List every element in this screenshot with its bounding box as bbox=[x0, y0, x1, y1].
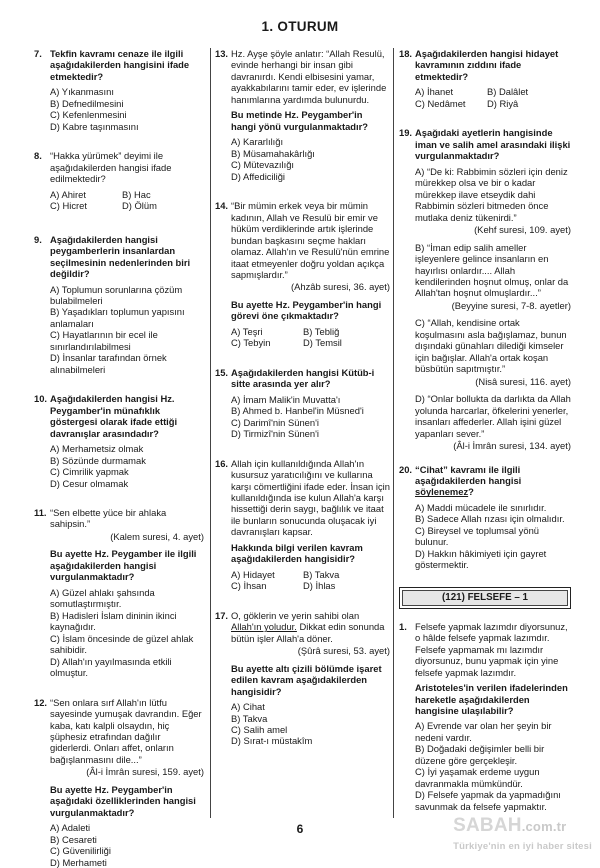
answer-option: B) Müsamahakârlığı bbox=[231, 147, 315, 159]
answer-option: C) Bireysel ve toplumsal yönü bulunur. bbox=[415, 524, 540, 548]
answer-option: A) Evrende var olan her şeyin bir nedeni vardır. bbox=[415, 720, 552, 743]
page-title: 1. OTURUM bbox=[261, 19, 339, 34]
answer-option: D) İhlas bbox=[303, 580, 336, 592]
question-number: 7. bbox=[34, 48, 42, 59]
watermark-suffix: .com.tr bbox=[521, 818, 567, 834]
answer-option bbox=[415, 393, 571, 451]
options-list bbox=[231, 701, 390, 747]
question-stem bbox=[231, 610, 390, 644]
question-number: 17. bbox=[215, 609, 229, 621]
question-item bbox=[34, 697, 204, 868]
question-stem: Aşağıdakilerden hangisi Hz. Peygamber'in münafıklık göstergesi olarak ifade ettiği davranışlar arasındadır? bbox=[50, 393, 178, 439]
answer-option: A) Ahiret bbox=[50, 188, 86, 200]
question-number: 10. bbox=[34, 393, 48, 405]
options-list bbox=[50, 587, 204, 679]
options-grid bbox=[231, 326, 390, 349]
question-stem-underlined: Allah'ın yoludur. bbox=[231, 621, 297, 633]
answer-option: B) Cesareti bbox=[50, 833, 97, 845]
answer-option: D) Affediciliği bbox=[231, 170, 286, 182]
answer-option: B) Defnedilmesini bbox=[50, 97, 124, 109]
question-stem: Allah için kullanıldığında Allah'ın kusursuz yaratıcılığını ve kullarına karşı cömertliğini ifade eder. İnsan için kullanıldığında ise kulun Allah'a karşı hissettiği derin saygı, bağlılık ve itaat ile bunların sonucunda oluşacak iyi davranışları kapsar. bbox=[231, 457, 390, 538]
right-column bbox=[399, 48, 571, 822]
answer-option: B) Tebliğ bbox=[303, 325, 340, 337]
question-stem-part: Dikkat edin sonunda bütün işler Allah'a döner. bbox=[231, 621, 385, 644]
question-number: 14. bbox=[215, 200, 229, 212]
answer-option-text: D) “Onlar bollukta da darlıkta da Allah yolunda harcarlar, öfkelerini yenerler, insanları affederler. Allah işini güzel yapanları sever.” bbox=[415, 393, 571, 439]
answer-option: A) İhanet bbox=[415, 86, 454, 98]
answer-option: D) Riyâ bbox=[487, 97, 519, 109]
page-number: 6 bbox=[296, 822, 304, 836]
answer-option: D) İnsanlar tarafından örnek alınabilmeleri bbox=[50, 352, 167, 375]
answer-option: D) Kabre taşınmasını bbox=[50, 120, 139, 132]
options-list bbox=[231, 136, 390, 182]
answer-option: A) Yıkanmasını bbox=[50, 86, 114, 98]
answer-option: D) Temsil bbox=[303, 337, 342, 349]
answer-option: C) İhsan bbox=[231, 580, 267, 592]
verse-source: (Ahzâb suresi, 36. ayet) bbox=[290, 281, 390, 293]
question-stem: Felsefe yapmak lazımdır diyorsunuz, o hâlde felsefe yapmak lazımdır. Felsefe yapmamak mı lazımdır diyorsunuz, bunu yapmak için yine felsefe yapmak lazımdır. bbox=[415, 620, 568, 678]
answer-option: A) Cihat bbox=[231, 701, 265, 713]
answer-option: C) İyi yaşamak erdeme uygun davranmakla mümkündür. bbox=[415, 766, 540, 789]
column-divider bbox=[210, 48, 211, 818]
question-stem: Tekfin kavramı cenaze ile ilgili aşağıdakilerden hangisini ifade etmektedir? bbox=[50, 48, 190, 82]
answer-option: B) Takva bbox=[231, 712, 268, 724]
options-list bbox=[415, 720, 571, 812]
answer-option: C) Darimî'nin Sünen'i bbox=[231, 416, 319, 428]
verse-source: (Kalem suresi, 4. ayet) bbox=[110, 530, 204, 542]
verse-source: (Nisâ suresi, 116. ayet) bbox=[475, 375, 571, 387]
answer-option: C) Hayatlarının bir ecel ile sınırlandırılabilmesi bbox=[50, 329, 158, 352]
question-item bbox=[215, 458, 390, 592]
question-number: 16. bbox=[215, 457, 229, 469]
question-stem: “Hakka yürümek” deyimi ile aşağıdakilerden hangisi ifade edilmektedir? bbox=[50, 150, 172, 185]
question-prompt: Bu ayette altı çizili bölümde işaret edilen kavram aşağıdakilerden hangisidir? bbox=[231, 662, 382, 697]
middle-column bbox=[215, 48, 390, 747]
question-number: 9. bbox=[34, 233, 42, 245]
watermark-brand: SABAH bbox=[453, 814, 522, 836]
question-stem-part: “Cihat” kavramı ile ilgili aşağıdakilerden hangisi bbox=[415, 463, 522, 486]
left-column bbox=[34, 48, 204, 868]
answer-option: B) Takva bbox=[303, 568, 340, 580]
verse-source: (Beyyine suresi, 7-8. ayetler) bbox=[451, 299, 571, 311]
answer-option: D) Allah'ın yayılmasında etkili olmuştur. bbox=[50, 655, 172, 679]
answer-option: C) Tebyin bbox=[231, 337, 271, 349]
answer-option: B) Hac bbox=[122, 188, 151, 200]
options-grid bbox=[231, 569, 390, 592]
answer-option: B) Doğadaki değişimler belli bir düzene göre gerçekleşir. bbox=[415, 743, 545, 766]
question-item bbox=[34, 48, 204, 132]
answer-option: C) Hicret bbox=[50, 200, 87, 212]
answer-option: A) Hidayet bbox=[231, 568, 275, 580]
answer-option-text: B) “İman edip salih ameller işleyenlere gelince insanların en hayırlısı onlardır.... Allah kendilerinden hoşnut olmuş, onlar da Allah'tan hoşnut olmuşlardır...” bbox=[415, 241, 569, 299]
watermark bbox=[453, 814, 592, 853]
question-stem bbox=[415, 464, 571, 498]
question-stem: “Sen onlara sırf Allah'ın lütfu sayesinde yumuşak davrandın. Eğer kaba, katı kalpli olsaydın, hiç şüphesiz etrafından dağılır giderlerdi. Onları affet, onların bağışlanmasını dile...” bbox=[50, 696, 202, 765]
answer-option bbox=[415, 242, 571, 312]
options-list bbox=[415, 166, 571, 452]
answer-option: A) Toplumun sorunlarına çözüm bulabilmeleri bbox=[50, 283, 183, 306]
section-header: (121) FELSEFE – 1 bbox=[399, 587, 571, 609]
verse-source: (Şûrâ suresi, 53. ayet) bbox=[297, 645, 390, 657]
watermark-tagline: Türkiye'nin en iyi haber sitesi bbox=[453, 841, 592, 853]
question-number: 13. bbox=[215, 48, 229, 59]
options-list bbox=[231, 394, 390, 440]
question-prompt: Bu ayette Hz. Peygamber'in aşağıdaki özelliklerinden hangisi vurgulanmaktadır? bbox=[50, 783, 196, 818]
answer-option: C) Cimrilik yapmak bbox=[50, 466, 129, 478]
options-list bbox=[50, 284, 204, 376]
answer-option: A) Güzel ahlakı şahsında somutlaştırmıştır. bbox=[50, 586, 155, 610]
question-stem-underlined: söylenemez bbox=[415, 486, 469, 498]
question-number: 18. bbox=[399, 48, 413, 59]
answer-option: D) Tirmizî'nin Sünen'i bbox=[231, 428, 319, 440]
question-prompt: Bu ayette Hz. Peygamber'in hangi görevi öne çıkmaktadır? bbox=[231, 298, 382, 322]
answer-option: C) İslam öncesinde de güzel ahlak sahibidir. bbox=[50, 632, 194, 656]
verse-source: (Âl-i İmrân suresi, 134. ayet) bbox=[453, 440, 571, 452]
answer-option: C) Mütevazılığı bbox=[231, 159, 295, 171]
answer-option: A) Teşri bbox=[231, 325, 263, 337]
answer-option: C) Kefenlenmesini bbox=[50, 109, 127, 121]
answer-option: C) Güvenilirliği bbox=[50, 845, 111, 857]
question-prompt: Aristoteles'in verilen ifadelerinden hareketle aşağıdakilerden hangisine ulaşılabilir? bbox=[415, 682, 568, 716]
question-number: 15. bbox=[215, 366, 229, 378]
answer-option: D) Felsefe yapmak da yapmadığını savunmak da felsefe yapmaktır. bbox=[415, 789, 561, 812]
options-grid bbox=[415, 86, 571, 109]
question-number: 11. bbox=[34, 507, 47, 518]
answer-option-text: A) “De ki: Rabbimin sözleri için deniz mürekkep olsa ve bir o kadar mürekkep ilave etseydik dahi Rabbimin sözleri bitmeden önce mutlaka deniz tükenirdi.” bbox=[415, 165, 568, 223]
answer-option: D) Ölüm bbox=[122, 200, 157, 212]
question-stem: Aşağıdaki ayetlerin hangisinde iman ve salih amel arasındaki ilişki vurgulanmaktadır? bbox=[415, 127, 571, 162]
options-list bbox=[415, 502, 571, 571]
question-stem-part: O, göklerin ve yerin sahibi olan bbox=[231, 609, 360, 621]
answer-option: B) Dalâlet bbox=[487, 86, 529, 98]
answer-option: B) Hadisleri İslam dininin ikinci kaynağıdır. bbox=[50, 609, 177, 633]
question-number: 1. bbox=[399, 620, 407, 632]
answer-option: A) Kararlılığı bbox=[231, 136, 284, 148]
question-stem: Hz. Ayşe şöyle anlatır: “Allah Resulü, evinde herhangi bir insan gibi davranırdı. Kendi elbisesini yamar, ayakkabılarını tamir eder, ev işlerinde hanımlarına yardımda bulunurdu. bbox=[231, 48, 387, 105]
question-number: 19. bbox=[399, 127, 413, 139]
answer-option: C) Nedâmet bbox=[415, 97, 466, 109]
answer-option bbox=[415, 166, 571, 236]
question-item bbox=[215, 610, 390, 747]
answer-option: A) Maddi mücadele ile sınırlıdır. bbox=[415, 501, 547, 513]
question-stem: Aşağıdakilerden hangisi hidayet kavramının zıddını ifade etmektedir? bbox=[415, 48, 559, 82]
question-stem: “Bir mümin erkek veya bir mümin kadının, Allah ve Resulü bir emir ve hüküm verdiklerinde artık işlerinde bundan başkasını seçme hakları olamaz. Allah'ın ve Resulü'nün emrine itaat etmeyenler doğru yoldan açıkça sapmışlardır.” bbox=[231, 200, 390, 280]
answer-option: D) Cesur olmamak bbox=[50, 477, 129, 489]
question-item bbox=[34, 393, 204, 489]
question-number: 12. bbox=[34, 696, 48, 708]
answer-option: A) İmam Malik'in Muvatta'ı bbox=[231, 393, 341, 405]
question-item bbox=[34, 507, 204, 679]
verse-source: (Âl-i İmrân suresi, 159. ayet) bbox=[86, 766, 204, 778]
question-prompt: Bu metinde Hz. Peygamber'in hangi yönü vurgulanmaktadır? bbox=[231, 109, 368, 132]
options-list bbox=[50, 443, 204, 489]
question-item bbox=[215, 200, 390, 349]
question-item bbox=[215, 48, 390, 182]
answer-option: B) Sadece Allah rızası için olmalıdır. bbox=[415, 513, 565, 525]
question-number: 8. bbox=[34, 150, 42, 162]
question-prompt: Bu ayette Hz. Peygamber ile ilgili aşağıdakilerden hangisi vurgulanmaktadır? bbox=[50, 548, 197, 583]
question-stem-part: ? bbox=[468, 486, 474, 498]
answer-option: B) Sözünde durmamak bbox=[50, 454, 146, 466]
question-item bbox=[399, 464, 571, 571]
question-stem: “Sen elbette yüce bir ahlaka sahipsin.” bbox=[50, 507, 167, 530]
question-item bbox=[34, 234, 204, 376]
answer-option bbox=[415, 317, 571, 387]
question-item bbox=[399, 48, 571, 109]
verse-source: (Kehf suresi, 109. ayet) bbox=[474, 224, 571, 236]
question-prompt: Hakkında bilgi verilen kavram aşağıdakilerden hangisidir? bbox=[231, 541, 363, 565]
question-stem: Aşağıdakilerden hangisi peygamberlerin insanlardan seçilmesinin nedenlerinden biri değildir? bbox=[50, 233, 191, 280]
question-item bbox=[399, 621, 571, 813]
question-item bbox=[215, 367, 390, 440]
answer-option: D) Hakkın hâkimiyeti için gayret göstermektir. bbox=[415, 547, 547, 571]
question-stem: Aşağıdakilerden hangisi Kütüb-i sitte arasında yer alır? bbox=[231, 366, 375, 390]
answer-option-text: C) “Allah, kendisine ortak koşulmasını asla bağışlamaz, bunun dışındaki günahları dilediği kimseler için bağışlar. Allah'a ortak koşan büsbütün sapıtmıştır.” bbox=[415, 317, 567, 375]
answer-option: C) Salih amel bbox=[231, 723, 288, 735]
answer-option: A) Merhametsiz olmak bbox=[50, 443, 144, 455]
answer-option: D) Sırat-ı müstakîm bbox=[231, 735, 313, 747]
options-grid bbox=[50, 189, 204, 212]
answer-option: A) Adaleti bbox=[50, 822, 91, 834]
question-item bbox=[399, 127, 571, 451]
answer-option: D) Merhameti bbox=[50, 856, 107, 868]
question-item bbox=[34, 150, 204, 211]
answer-option: B) Ahmed b. Hanbel'in Müsned'i bbox=[231, 405, 364, 417]
question-number: 20. bbox=[399, 463, 413, 475]
column-divider bbox=[393, 48, 394, 818]
answer-option: B) Yaşadıkları toplumun yapısını anlamaları bbox=[50, 306, 185, 329]
options-list bbox=[50, 86, 204, 132]
